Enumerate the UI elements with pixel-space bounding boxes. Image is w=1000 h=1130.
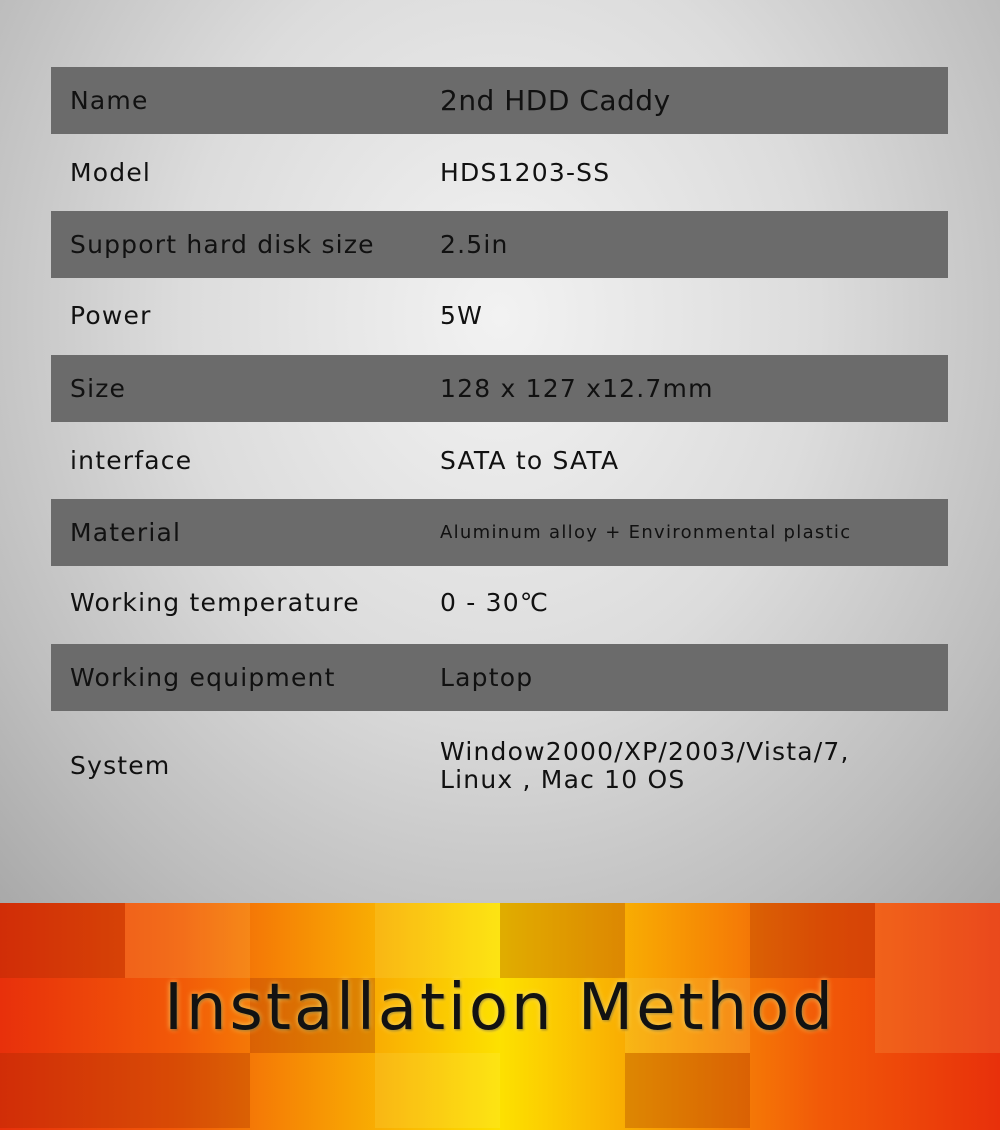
spec-value [440, 732, 940, 799]
spec-label: Model [70, 158, 152, 187]
banner-pattern-tile [625, 1053, 750, 1128]
spec-value-line: Window2000/XP/2003/Vista/7, [440, 736, 850, 766]
spec-label: Support hard disk size [70, 230, 375, 259]
spec-label: Name [70, 86, 149, 115]
spec-value: 128 x 127 x12.7mm [440, 374, 714, 403]
spec-row-model [51, 139, 948, 206]
installation-banner [0, 903, 1000, 1130]
spec-label: Power [70, 301, 152, 330]
spec-value: 2nd HDD Caddy [440, 84, 671, 117]
spec-row-interface [51, 427, 948, 494]
spec-label: Working equipment [70, 663, 336, 692]
banner-pattern-tile [875, 903, 1000, 978]
spec-label: Material [70, 518, 182, 547]
banner-pattern-tile [750, 903, 875, 978]
spec-row-working-temperature [51, 569, 948, 636]
spec-value: 2.5in [440, 230, 509, 259]
banner-pattern-tile [375, 1053, 500, 1128]
banner-pattern-tile [500, 903, 625, 978]
banner-pattern-tile [125, 1053, 250, 1128]
banner-pattern-tile [0, 1053, 125, 1128]
banner-title: Installation Method [164, 971, 836, 1045]
spec-row-name [51, 67, 948, 134]
banner-pattern-tile [0, 903, 125, 978]
spec-value: Laptop [440, 663, 534, 692]
spec-row-power [51, 282, 948, 349]
spec-label: System [70, 751, 171, 780]
spec-label: Working temperature [70, 588, 360, 617]
spec-row-hdd-size [51, 211, 948, 278]
spec-value: HDS1203-SS [440, 158, 611, 187]
spec-value: 0 - 30℃ [440, 588, 550, 617]
spec-row-material [51, 499, 948, 566]
spec-value-line: Linux , Mac 10 OS [440, 764, 686, 794]
spec-value: Aluminum alloy + Environmental plastic [440, 522, 852, 543]
banner-pattern-tile [125, 903, 250, 978]
spec-label: interface [70, 446, 193, 475]
spec-row-system [51, 732, 948, 799]
spec-row-size [51, 355, 948, 422]
spec-value: 5W [440, 301, 484, 330]
spec-row-working-equipment [51, 644, 948, 711]
banner-pattern-tile [375, 903, 500, 978]
spec-value: SATA to SATA [440, 446, 620, 475]
spec-label: Size [70, 374, 127, 403]
